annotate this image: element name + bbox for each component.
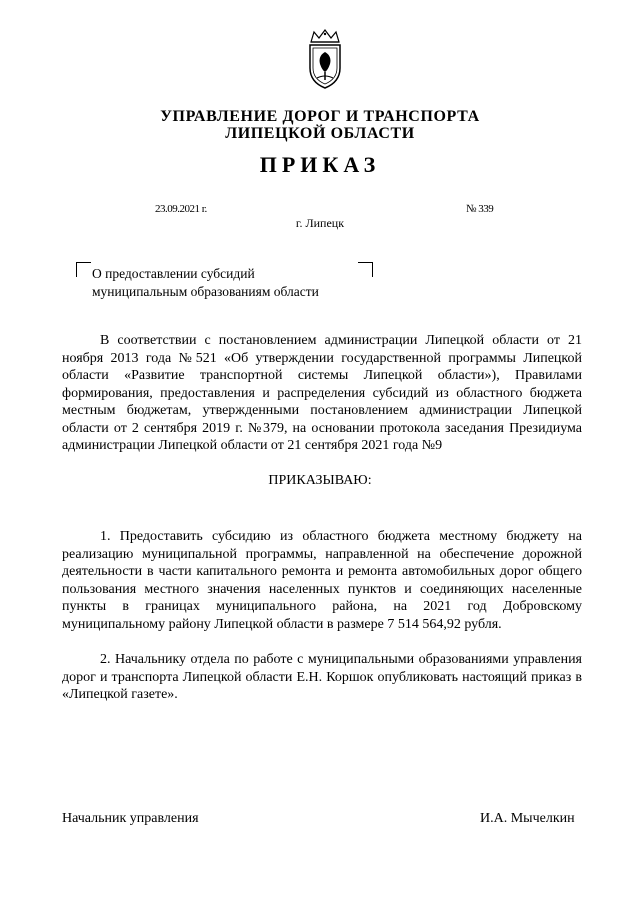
subject-bracket-right	[358, 262, 373, 277]
document-type: ПРИКАЗ	[259, 152, 381, 177]
coat-of-arms-icon	[303, 28, 347, 92]
order-item-1: 1. Предоставить субсидию из областного бюджета местному бюджету на реализацию муниципальной программы, направленной на обеспечение дорожной деятельности в части капитального ремонта и ремонта автомобильных дорог общего пользования местного значения населенных пунктов и соединяющих населенные пункты в границах муниципального района, на 2021 год Добровскому муниципальному району Липецкой области в размере 7 514 564,92 рубля.	[62, 529, 582, 632]
signatory-name: И.А. Мычелкин	[480, 811, 575, 826]
order-item-2: 2. Начальнику отдела по работе с муниципальными образованиями управления дорог и транспорта Липецкой области Е.Н. Коршок опубликовать настоящий приказ в «Липецкой газете».	[62, 652, 582, 702]
document-city: г. Липецк	[295, 216, 345, 230]
order-heading: ПРИКАЗЫВАЮ:	[268, 473, 372, 488]
organization-region: ЛИПЕЦКОЙ ОБЛАСТИ	[225, 125, 415, 142]
preamble-paragraph: В соответствии с постановлением администрации Липецкой области от 21 ноября 2013 года №521 «Об утверждении государственной программы Липецкой области «Развитие транспортной системы Липецкой области»), Правилами формирования, предоставления и распределения субсидий из областного бюджета местным бюджетам, утвержденными постановлением администрации Липецкой области от 2 сентября 2019 г. №379, на основании протокола заседания Президиума администрации Липецкой области от 21 сентября 2021 года №9	[62, 333, 582, 453]
subject-bracket-left	[76, 262, 91, 277]
subject-line-1: О предоставлении субсидий	[92, 266, 255, 281]
document-number: № 339	[466, 203, 494, 215]
subject-line-2: муниципальным образованиям области	[92, 284, 319, 299]
organization-name: УПРАВЛЕНИЕ ДОРОГ И ТРАНСПОРТА	[160, 108, 480, 125]
document-date: 23.09.2021 г.	[155, 203, 207, 215]
signatory-position: Начальник управления	[62, 811, 199, 826]
document-subject	[92, 265, 319, 301]
